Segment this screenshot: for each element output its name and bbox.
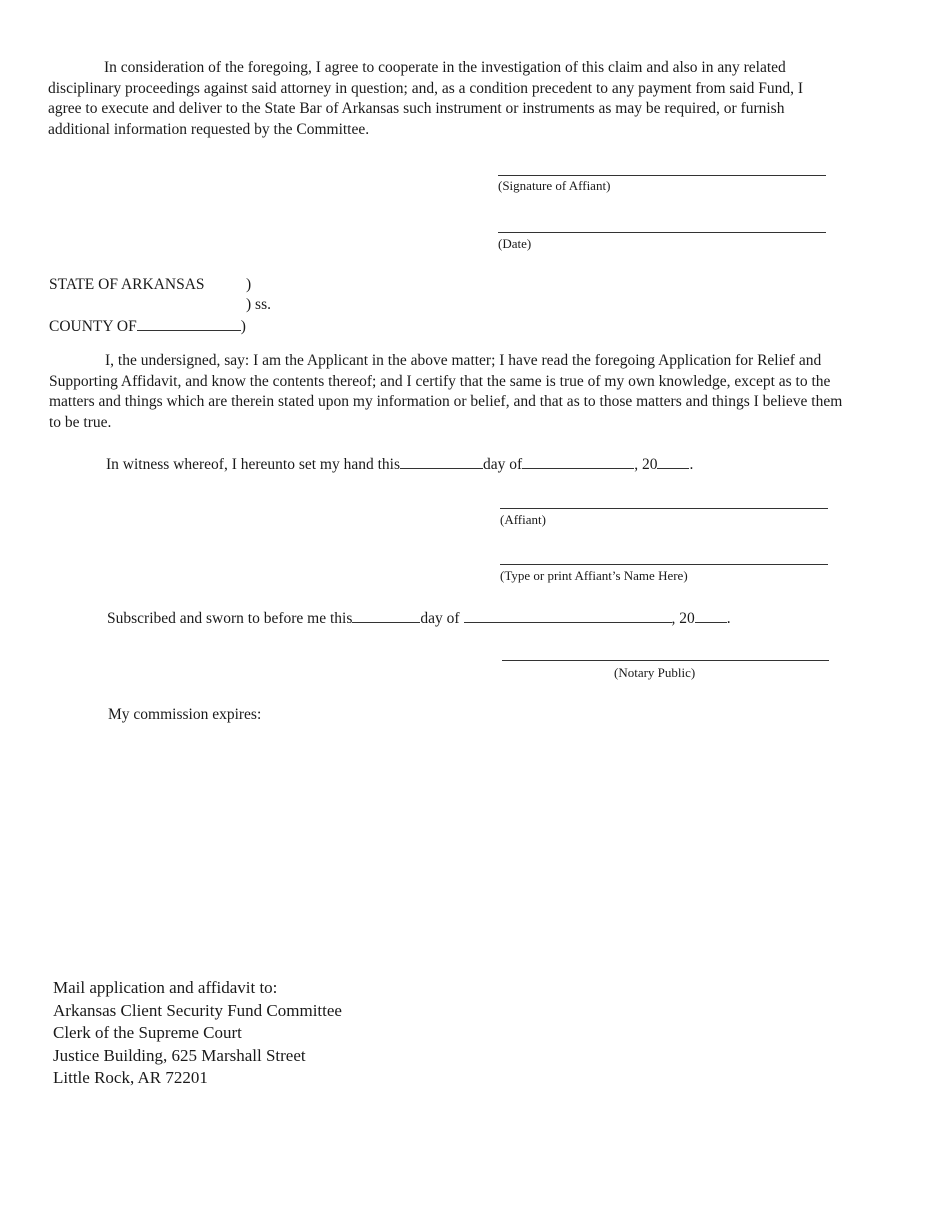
witness-year-blank[interactable] [657,454,689,469]
witness-month-blank[interactable] [522,454,634,469]
witness-day-blank[interactable] [400,454,483,469]
sworn-day-blank[interactable] [352,608,420,623]
sworn-month-blank[interactable] [464,608,672,623]
county-blank[interactable] [137,316,241,331]
date-caption: (Date) [498,236,532,251]
commission-label: My commission expires: [108,706,262,723]
sworn-prefix: Subscribed and sworn to before me this [107,610,353,627]
witness-line [106,454,693,474]
sworn-year-prefix: , 20 [671,610,695,627]
ss-label: ) ss. [246,296,271,313]
affiant-line[interactable] [500,508,828,509]
state-label: STATE OF ARKANSAS [49,276,205,293]
witness-year-prefix: , 20 [634,456,658,473]
notary-caption: (Notary Public) [614,665,696,680]
affiant-name-line[interactable] [500,564,828,565]
witness-prefix: In witness whereof, I hereunto set my hand this [106,456,401,473]
notary-line[interactable] [502,660,829,661]
sworn-day-of: day of [420,610,460,627]
certification-paragraph: I, the undersigned, say: I am the Applicant in the above matter; I have read the foregoing Application for Relief and Supporting Affidavit, and know the contents thereof; and I certify that the same is true of my own knowledge, except as to the matters and things which are therein stated upon my information or belief, and that as to those matters and things I believe them to be true. [49,352,843,431]
county-paren: ) [240,318,246,335]
consideration-paragraph: In consideration of the foregoing, I agree to cooperate in the investigation of this claim and also in any related disciplinary proceedings against said attorney in question; and, as a condition precedent to any payment from said Fund, I agree to execute and deliver to the State Bar of Arkansas such instrument or instruments as may be required, or furnish additional information requested by the Committee. [48,59,804,138]
date-line[interactable] [498,232,826,233]
mailing-heading: Mail application and affidavit to: [53,978,278,997]
sworn-period: . [726,610,731,627]
signature-caption: (Signature of Affiant) [498,178,611,193]
affiant-name-caption: (Type or print Affiant’s Name Here) [500,568,688,583]
mailing-line: Justice Building, 625 Marshall Street [53,1045,306,1065]
affiant-caption: (Affiant) [500,512,546,527]
witness-day-of: day of [483,456,523,473]
county-row [49,316,246,336]
sworn-line [107,608,731,628]
state-paren: ) [246,276,252,293]
county-label: COUNTY OF [49,318,137,335]
witness-period: . [689,456,694,473]
mailing-line: Clerk of the Supreme Court [53,1023,242,1042]
mailing-line: Arkansas Client Security Fund Committee [53,1000,342,1020]
mailing-line: Little Rock, AR 72201 [53,1068,208,1087]
mailing-block [53,977,342,1090]
sworn-year-blank[interactable] [695,608,727,623]
signature-line[interactable] [498,175,826,176]
